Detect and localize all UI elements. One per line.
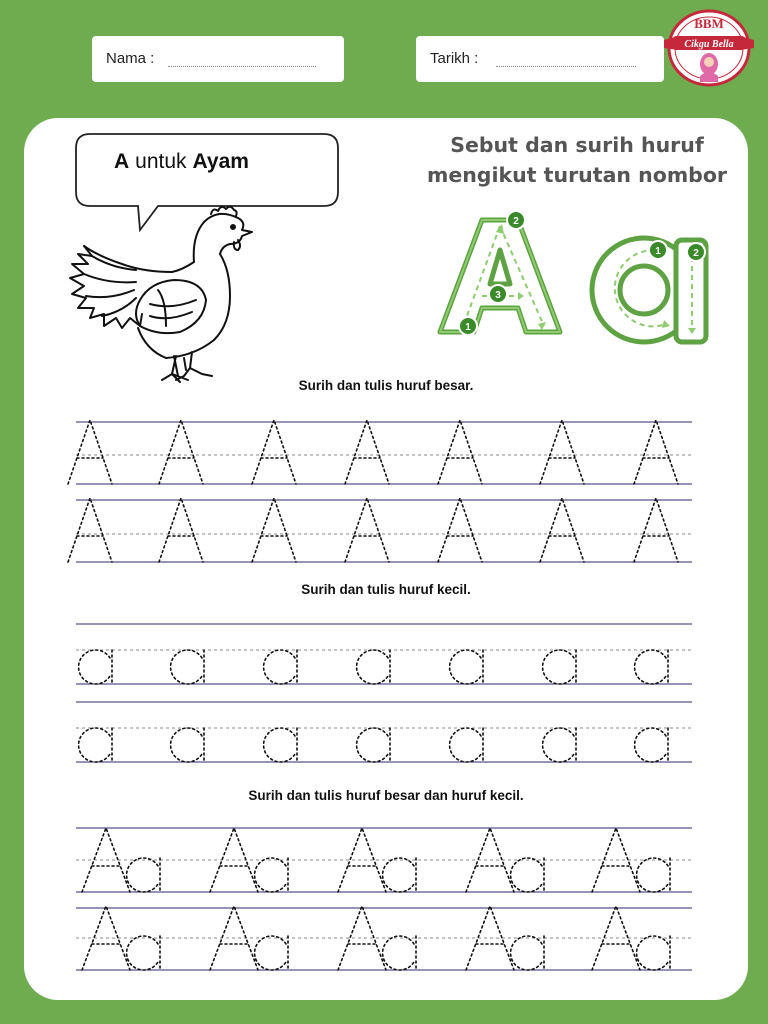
stroke-number-upper-3: 3: [495, 290, 501, 301]
instruction-lower: Surih dan tulis huruf kecil.: [301, 582, 471, 597]
tracing-area[interactable]: [24, 118, 748, 1000]
date-write-line[interactable]: [496, 66, 636, 67]
cikgu-bella-logo: [660, 6, 758, 90]
bubble-connector: untuk: [135, 150, 187, 173]
heading-line-1: Sebut dan surih huruf: [450, 133, 704, 157]
lower-row-2[interactable]: [76, 702, 692, 762]
date-field[interactable]: [416, 36, 664, 82]
worksheet-card: [24, 118, 748, 1000]
mixed-row-2[interactable]: [76, 906, 692, 970]
name-write-line[interactable]: [168, 66, 316, 67]
stroke-number-upper-2: 2: [513, 216, 519, 227]
stroke-number-lower-2: 2: [693, 248, 699, 259]
lower-row-1[interactable]: [76, 624, 692, 684]
heading-line-2: mengikut turutan nombor: [426, 163, 728, 187]
upper-row-1[interactable]: [68, 420, 692, 484]
bubble-word: Ayam: [192, 150, 249, 173]
instruction-upper: Surih dan tulis huruf besar.: [298, 378, 474, 393]
name-field[interactable]: [92, 36, 344, 82]
stroke-number-lower-1: 1: [655, 246, 661, 257]
instruction-mixed: Surih dan tulis huruf besar dan huruf kecil.: [248, 788, 524, 803]
date-label: Tarikh :: [430, 50, 479, 67]
upper-row-2[interactable]: [68, 498, 692, 562]
stroke-number-upper-1: 1: [465, 322, 471, 333]
logo-bottom-text: Cikgu Bella: [684, 39, 734, 50]
mixed-row-1[interactable]: [76, 828, 692, 892]
name-label: Nama :: [106, 50, 155, 67]
logo-top-text: BBM: [694, 16, 724, 31]
bubble-letter: A: [114, 150, 130, 173]
